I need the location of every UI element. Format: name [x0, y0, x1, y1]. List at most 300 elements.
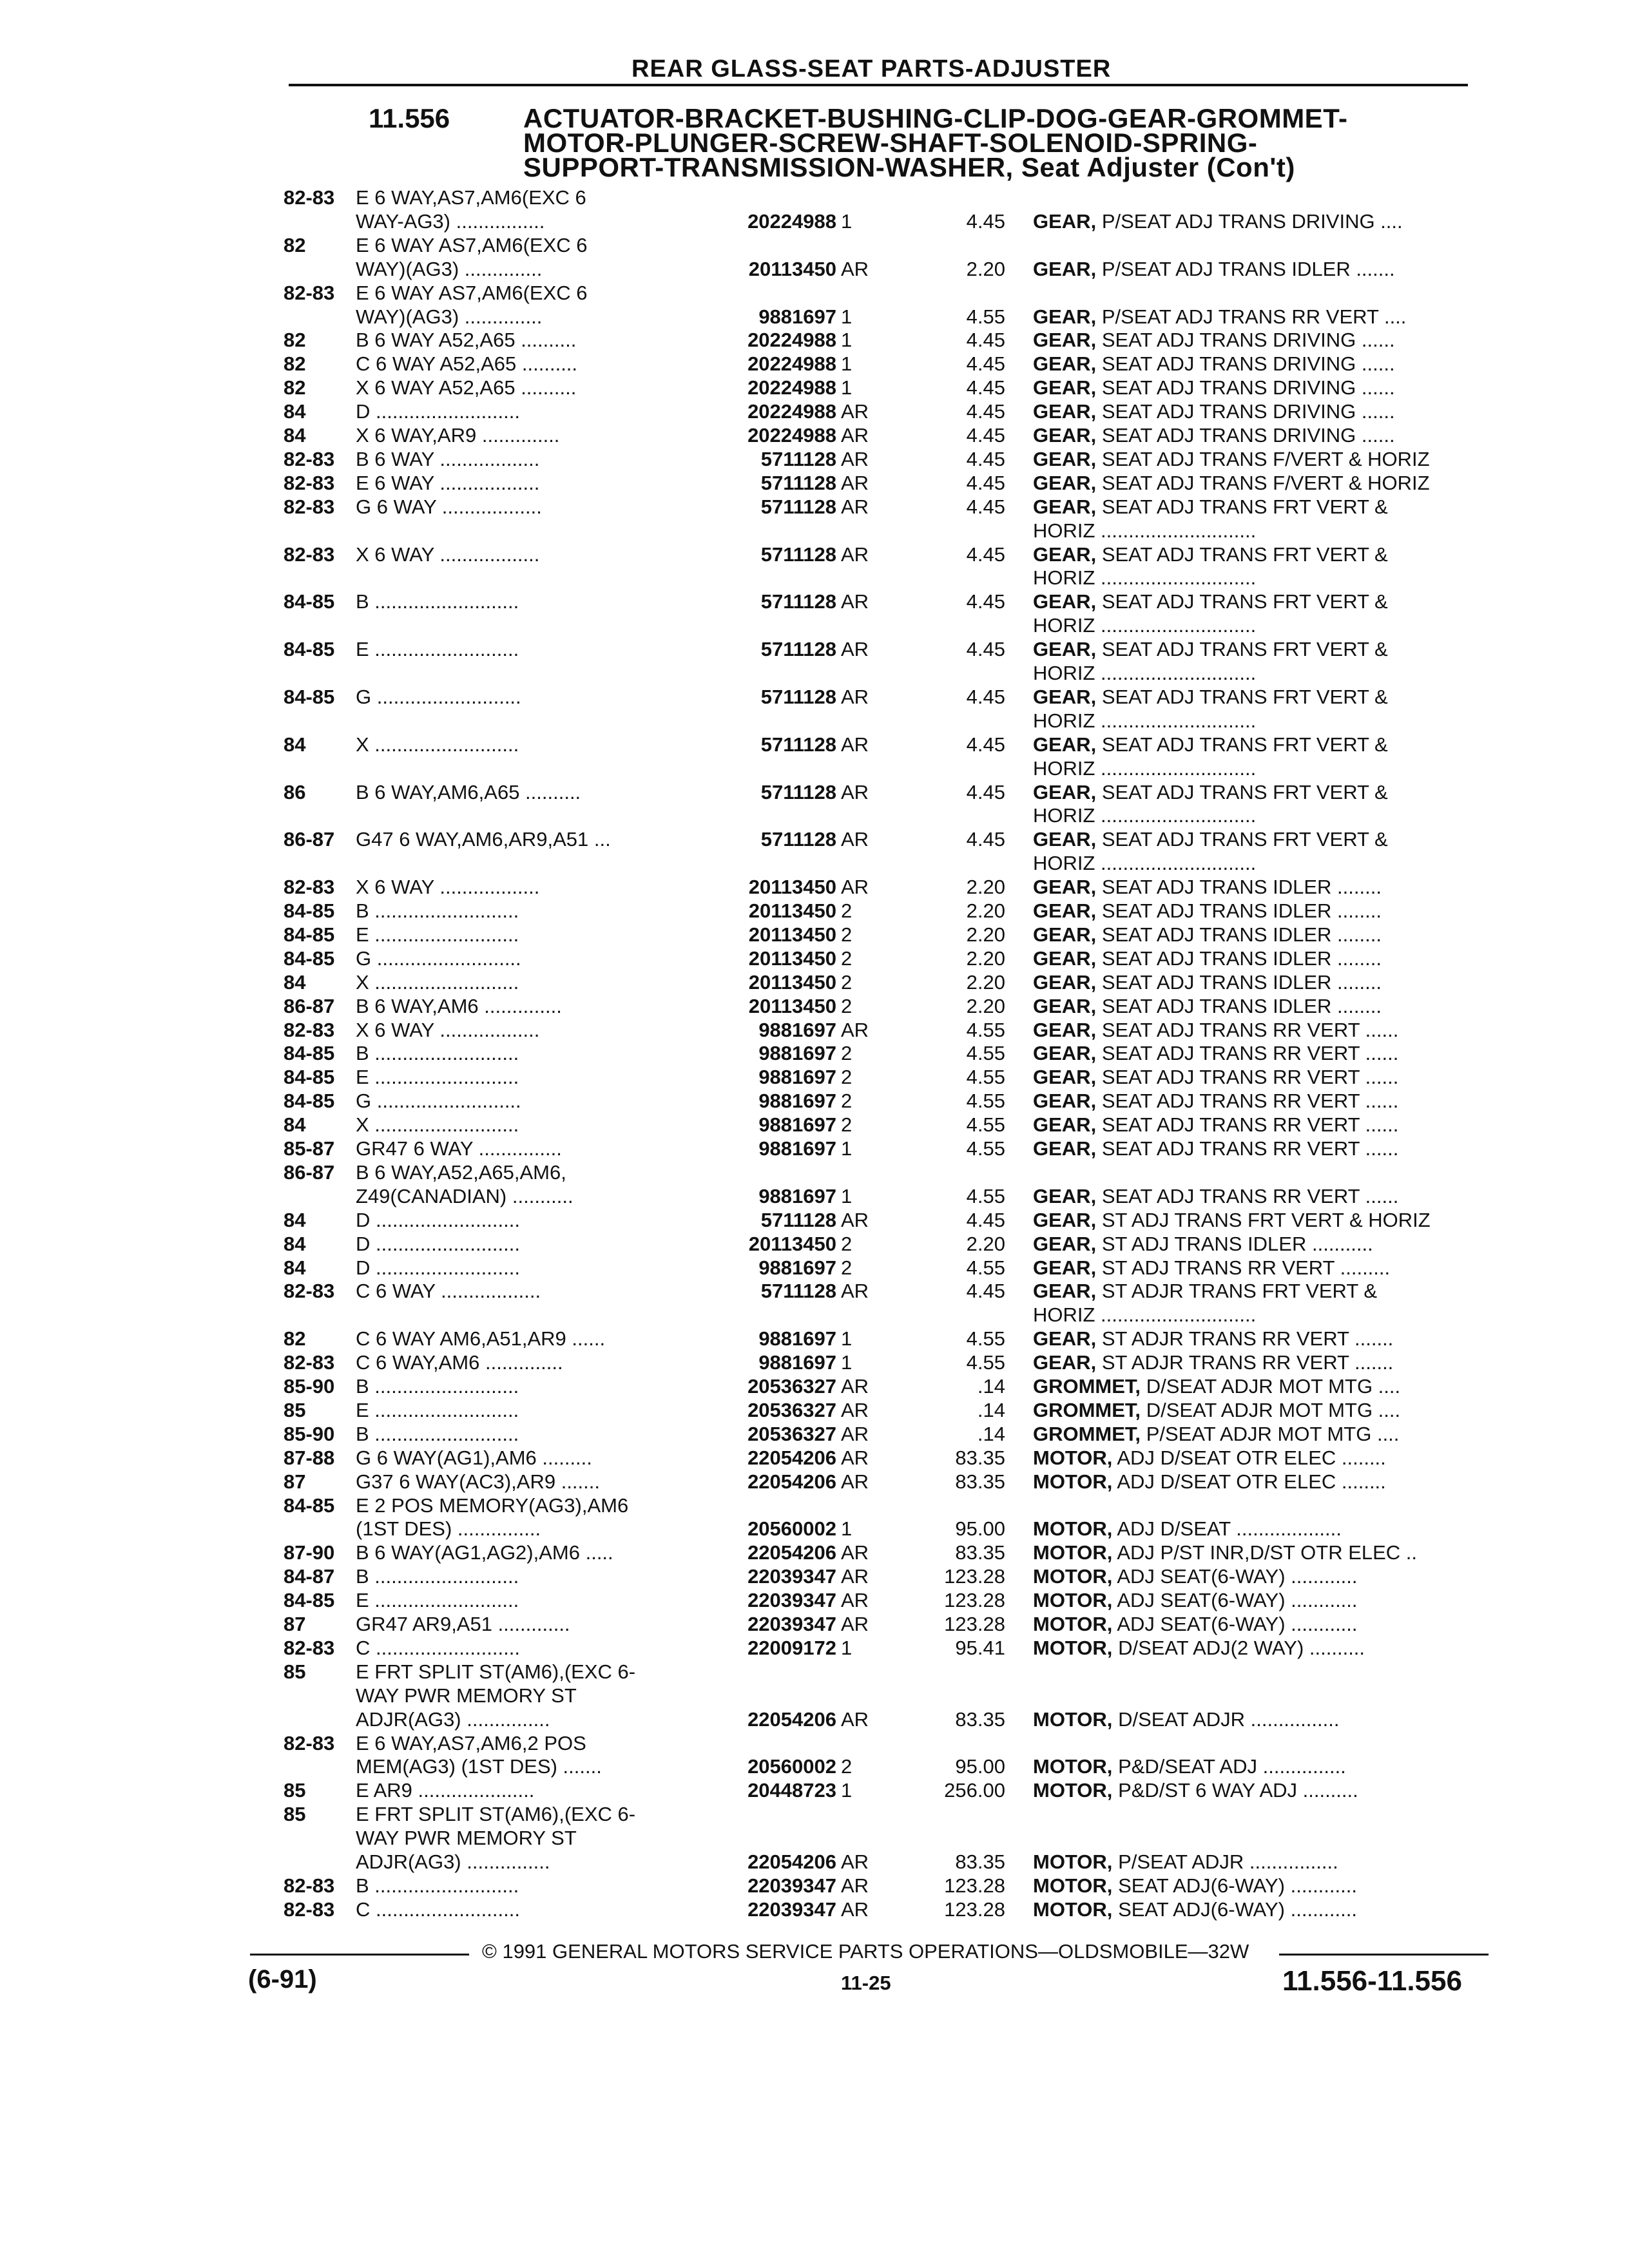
description-cell: [1033, 1850, 1497, 1874]
quantity-cell: AR: [841, 638, 869, 660]
description-cell: [1033, 899, 1497, 923]
application-cell: E FRT SPLIT ST(AM6),(EXC 6-: [356, 1803, 636, 1825]
price-cell: 4.45: [966, 376, 1005, 399]
table-row: [0, 1754, 1629, 1778]
application-cell: C 6 WAY AM6,A51,AR9 ......: [356, 1327, 606, 1350]
part-number-cell: 5711128: [760, 1280, 836, 1302]
price-cell: 2.20: [966, 923, 1005, 946]
price-cell: 4.45: [966, 828, 1005, 850]
description-noun: GEAR,: [1033, 305, 1097, 328]
application-cell: WAY PWR MEMORY ST: [356, 1684, 577, 1707]
price-cell: 4.45: [966, 686, 1005, 708]
year-cell: 82-83: [284, 876, 335, 898]
description-text: HORIZ ............................: [1033, 804, 1257, 827]
description-noun: GEAR,: [1033, 424, 1097, 447]
description-noun: MOTOR,: [1033, 1613, 1113, 1635]
part-number-cell: 5711128: [760, 543, 836, 566]
description-text: SEAT ADJ(6-WAY) ............: [1118, 1874, 1357, 1897]
description-noun: GEAR,: [1033, 1090, 1097, 1112]
price-cell: 2.20: [966, 899, 1005, 922]
part-number-cell: 20113450: [748, 258, 836, 280]
quantity-cell: AR: [841, 1209, 869, 1231]
table-row: [0, 543, 1629, 566]
description-text: P/SEAT ADJR MOT MTG ....: [1146, 1423, 1400, 1445]
price-cell: 4.55: [966, 1137, 1005, 1160]
price-cell: 83.35: [955, 1850, 1005, 1873]
description-noun: MOTOR,: [1033, 1898, 1113, 1921]
part-number-cell: 9881697: [758, 1019, 836, 1041]
description-cell: [1033, 1350, 1497, 1374]
table-row: [0, 733, 1629, 756]
quantity-cell: AR: [841, 828, 869, 850]
description-noun: GROMMET,: [1033, 1399, 1141, 1421]
application-cell: X ..........................: [356, 733, 519, 756]
part-number-cell: 9881697: [758, 1090, 836, 1112]
year-cell: 84-85: [284, 947, 335, 970]
description-noun: MOTOR,: [1033, 1850, 1113, 1873]
price-cell: 4.45: [966, 590, 1005, 613]
description-noun: GEAR,: [1033, 1042, 1097, 1064]
description-text: SEAT ADJ TRANS IDLER ........: [1101, 899, 1382, 922]
part-number-cell: 22054206: [747, 1446, 836, 1469]
description-text: SEAT ADJ TRANS RR VERT ......: [1101, 1137, 1399, 1160]
year-cell: 82: [284, 1327, 306, 1350]
description-cell: [1033, 637, 1497, 661]
application-cell: GR47 6 WAY ...............: [356, 1137, 562, 1160]
application-cell: E ..........................: [356, 923, 519, 946]
description-noun: GROMMET,: [1033, 1423, 1141, 1445]
application-cell: B 6 WAY(AG1,AG2),AM6 .....: [356, 1541, 613, 1564]
table-row: [0, 1517, 1629, 1541]
price-cell: 4.55: [966, 1019, 1005, 1041]
table-row: [0, 709, 1629, 733]
description-cell: [1033, 352, 1497, 376]
table-row: [0, 947, 1629, 970]
table-row: [0, 875, 1629, 899]
description-noun: GEAR,: [1033, 329, 1097, 351]
price-cell: 4.45: [966, 424, 1005, 447]
table-row: [0, 186, 1629, 209]
description-cell: [1033, 780, 1497, 804]
table-row: [0, 1541, 1629, 1564]
table-row: [0, 661, 1629, 685]
part-number-cell: 9881697: [758, 1066, 836, 1088]
description-noun: GEAR,: [1033, 1327, 1097, 1350]
application-cell: E 6 WAY AS7,AM6(EXC 6: [356, 234, 588, 256]
description-noun: GEAR,: [1033, 828, 1097, 850]
year-cell: 84: [284, 400, 306, 423]
table-row: [0, 233, 1629, 257]
description-cell: [1033, 851, 1497, 875]
price-cell: 4.55: [966, 1185, 1005, 1207]
description-text: SEAT ADJ(6-WAY) ............: [1118, 1898, 1357, 1921]
quantity-cell: AR: [841, 1446, 869, 1469]
description-cell: [1033, 1778, 1497, 1802]
description-cell: [1033, 399, 1497, 423]
application-cell: ADJR(AG3) ...............: [356, 1708, 550, 1731]
year-cell: 82-83: [284, 282, 335, 304]
price-cell: 4.55: [966, 1351, 1005, 1374]
part-number-cell: 5711128: [760, 495, 836, 518]
part-number-cell: 20113450: [748, 923, 836, 946]
description-noun: GEAR,: [1033, 1019, 1097, 1041]
year-cell: 84-85: [284, 1090, 335, 1112]
application-cell: E 6 WAY,AS7,AM6,2 POS: [356, 1732, 586, 1754]
table-row: [0, 1898, 1629, 1921]
part-number-cell: 20560002: [747, 1755, 836, 1778]
table-row: [0, 1874, 1629, 1898]
description-text: HORIZ ............................: [1033, 757, 1257, 780]
description-text: SEAT ADJ TRANS DRIVING ......: [1101, 400, 1395, 423]
description-cell: [1033, 1137, 1497, 1160]
description-noun: GEAR,: [1033, 1256, 1097, 1279]
part-number-cell: 5711128: [760, 1209, 836, 1231]
quantity-cell: AR: [841, 1019, 869, 1041]
price-cell: 83.35: [955, 1470, 1005, 1493]
year-cell: 84: [284, 733, 306, 756]
quantity-cell: 1: [841, 1779, 853, 1802]
table-row: [0, 1398, 1629, 1422]
application-cell: B ..........................: [356, 1042, 519, 1064]
application-cell: X ..........................: [356, 1113, 519, 1136]
quantity-cell: AR: [841, 1708, 869, 1731]
description-noun: GEAR,: [1033, 947, 1097, 970]
price-cell: 4.45: [966, 352, 1005, 375]
application-cell: G ..........................: [356, 1090, 521, 1112]
year-cell: 82-83: [284, 1732, 335, 1754]
quantity-cell: AR: [841, 1898, 869, 1921]
description-cell: [1033, 423, 1497, 447]
table-row: [0, 257, 1629, 281]
year-cell: 85: [284, 1399, 306, 1421]
description-cell: [1033, 1398, 1497, 1422]
description-noun: GEAR,: [1033, 590, 1097, 613]
price-cell: 4.55: [966, 1042, 1005, 1064]
quantity-cell: AR: [841, 1613, 869, 1635]
table-row: [0, 471, 1629, 495]
application-cell: D ..........................: [356, 1233, 520, 1255]
quantity-cell: 1: [841, 1185, 853, 1207]
price-cell: 95.00: [955, 1755, 1005, 1778]
table-row: [0, 1778, 1629, 1802]
quantity-cell: AR: [841, 424, 869, 447]
description-cell: [1033, 543, 1497, 566]
quantity-cell: AR: [841, 781, 869, 803]
table-row: [0, 1612, 1629, 1636]
year-cell: 86-87: [284, 828, 335, 850]
price-cell: 123.28: [944, 1613, 1005, 1635]
application-cell: (1ST DES) ...............: [356, 1517, 541, 1540]
price-cell: 2.20: [966, 995, 1005, 1017]
price-cell: 2.20: [966, 876, 1005, 898]
description-text: SEAT ADJ TRANS FRT VERT &: [1101, 686, 1388, 708]
description-cell: [1033, 827, 1497, 851]
application-cell: D ..........................: [356, 1256, 520, 1279]
table-row: [0, 1327, 1629, 1350]
table-row: [0, 994, 1629, 1018]
year-cell: 86-87: [284, 995, 335, 1017]
quantity-cell: AR: [841, 733, 869, 756]
description-cell: [1033, 923, 1497, 947]
table-row: [0, 352, 1629, 376]
description-text: SEAT ADJ TRANS FRT VERT &: [1101, 733, 1388, 756]
description-cell: [1033, 305, 1497, 329]
year-cell: 82: [284, 376, 306, 399]
year-cell: 84: [284, 971, 306, 994]
table-row: [0, 1636, 1629, 1660]
description-cell: [1033, 1184, 1497, 1208]
year-cell: 85: [284, 1660, 306, 1683]
part-number-cell: 5711128: [760, 448, 836, 470]
year-cell: 87: [284, 1613, 306, 1635]
application-cell: WAY)(AG3) ..............: [356, 305, 543, 328]
year-cell: 84-85: [284, 590, 335, 613]
table-row: [0, 1470, 1629, 1494]
price-cell: 4.55: [966, 1113, 1005, 1136]
quantity-cell: AR: [841, 686, 869, 708]
application-cell: E ..........................: [356, 638, 519, 660]
application-cell: X 6 WAY ..................: [356, 876, 540, 898]
part-number-cell: 22039347: [747, 1565, 836, 1588]
quantity-cell: 2: [841, 1755, 853, 1778]
description-cell: [1033, 495, 1497, 519]
application-cell: B ..........................: [356, 1423, 519, 1445]
part-number-cell: 20224988: [747, 424, 836, 447]
description-text: P&D/SEAT ADJ ...............: [1118, 1755, 1346, 1778]
price-cell: 83.35: [955, 1446, 1005, 1469]
part-number-cell: 9881697: [758, 1185, 836, 1207]
price-cell: 4.45: [966, 1280, 1005, 1302]
part-number-cell: 20113450: [748, 876, 836, 898]
quantity-cell: 2: [841, 1256, 853, 1279]
part-number-cell: 5711128: [760, 472, 836, 494]
table-row: [0, 780, 1629, 804]
description-cell: [1033, 1754, 1497, 1778]
quantity-cell: 2: [841, 1113, 853, 1136]
quantity-cell: AR: [841, 1423, 869, 1445]
part-number-cell: 22054206: [747, 1541, 836, 1564]
year-cell: 84-87: [284, 1565, 335, 1588]
description-noun: GEAR,: [1033, 1209, 1097, 1231]
table-row: [0, 756, 1629, 780]
description-noun: GEAR,: [1033, 638, 1097, 660]
year-cell: 84: [284, 1233, 306, 1255]
description-text: SEAT ADJ TRANS FRT VERT &: [1101, 781, 1388, 803]
description-text: ADJ SEAT(6-WAY) ............: [1117, 1613, 1358, 1635]
quantity-cell: AR: [841, 1850, 869, 1873]
description-noun: GEAR,: [1033, 1137, 1097, 1160]
application-cell: GR47 AR9,A51 .............: [356, 1613, 570, 1635]
part-number-cell: 9881697: [758, 1351, 836, 1374]
application-cell: B ..........................: [356, 590, 519, 613]
table-row: [0, 1707, 1629, 1731]
part-number-cell: 20224988: [747, 352, 836, 375]
description-cell: [1033, 209, 1497, 233]
application-cell: G ..........................: [356, 686, 521, 708]
part-number-cell: 5711128: [760, 733, 836, 756]
part-number-cell: 9881697: [758, 1256, 836, 1279]
year-cell: 87: [284, 1470, 306, 1493]
part-number-cell: 20113450: [748, 1233, 836, 1255]
description-cell: [1033, 1874, 1497, 1898]
table-row: [0, 851, 1629, 875]
quantity-cell: AR: [841, 1541, 869, 1564]
table-row: [0, 1279, 1629, 1303]
description-noun: GEAR,: [1033, 472, 1097, 494]
part-number-cell: 5711128: [760, 828, 836, 850]
description-noun: GEAR,: [1033, 733, 1097, 756]
quantity-cell: 2: [841, 995, 853, 1017]
footer-section-range: 11.556-11.556: [1282, 1965, 1462, 1997]
quantity-cell: 2: [841, 1090, 853, 1112]
part-number-cell: 20224988: [747, 400, 836, 423]
table-row: [0, 1446, 1629, 1470]
description-cell: [1033, 756, 1497, 780]
description-text: P&D/ST 6 WAY ADJ ..........: [1118, 1779, 1358, 1802]
year-cell: 82-83: [284, 186, 335, 209]
price-cell: 256.00: [944, 1779, 1005, 1802]
year-cell: 84: [284, 1113, 306, 1136]
section-title-line-2: MOTOR-PLUNGER-SCREW-SHAFT-SOLENOID-SPRING-: [523, 128, 1258, 158]
description-noun: GEAR,: [1033, 400, 1097, 423]
price-cell: 4.45: [966, 400, 1005, 423]
description-noun: GEAR,: [1033, 995, 1097, 1017]
application-cell: B 6 WAY,AM6,A65 ..........: [356, 781, 581, 803]
price-cell: .14: [977, 1423, 1005, 1445]
description-text: SEAT ADJ TRANS DRIVING ......: [1101, 424, 1395, 447]
year-cell: 84-85: [284, 1589, 335, 1611]
description-text: ST ADJ TRANS IDLER ...........: [1101, 1233, 1373, 1255]
part-number-cell: 20560002: [747, 1517, 836, 1540]
table-row: [0, 1137, 1629, 1160]
description-text: D/SEAT ADJR MOT MTG ....: [1146, 1399, 1401, 1421]
year-cell: 82-83: [284, 1351, 335, 1374]
application-cell: WAY PWR MEMORY ST: [356, 1827, 577, 1849]
application-cell: B ..........................: [356, 1565, 519, 1588]
description-cell: [1033, 376, 1497, 399]
table-row: [0, 637, 1629, 661]
description-noun: MOTOR,: [1033, 1779, 1113, 1802]
quantity-cell: AR: [841, 1280, 869, 1302]
table-row: [0, 613, 1629, 637]
table-row: [0, 519, 1629, 543]
description-text: HORIZ ............................: [1033, 662, 1257, 684]
part-number-cell: 22039347: [747, 1874, 836, 1897]
description-text: SEAT ADJ TRANS IDLER ........: [1101, 947, 1382, 970]
part-number-cell: 20536327: [747, 1399, 836, 1421]
description-noun: MOTOR,: [1033, 1517, 1113, 1540]
description-cell: [1033, 1256, 1497, 1280]
description-noun: GEAR,: [1033, 1280, 1097, 1302]
table-row: [0, 1041, 1629, 1065]
description-noun: MOTOR,: [1033, 1565, 1113, 1588]
price-cell: 4.55: [966, 305, 1005, 328]
application-cell: E 6 WAY AS7,AM6(EXC 6: [356, 282, 588, 304]
application-cell: E 6 WAY,AS7,AM6(EXC 6: [356, 186, 586, 209]
quantity-cell: AR: [841, 1874, 869, 1897]
description-cell: [1033, 994, 1497, 1018]
application-cell: E ..........................: [356, 1589, 519, 1611]
application-cell: WAY-AG3) ................: [356, 210, 545, 233]
description-noun: GEAR,: [1033, 923, 1097, 946]
part-number-cell: 22039347: [747, 1898, 836, 1921]
description-cell: [1033, 1279, 1497, 1303]
quantity-cell: 1: [841, 210, 853, 233]
table-row: [0, 1208, 1629, 1232]
description-noun: MOTOR,: [1033, 1589, 1113, 1611]
description-text: SEAT ADJ TRANS DRIVING ......: [1101, 376, 1395, 399]
description-cell: [1033, 947, 1497, 970]
description-text: SEAT ADJ TRANS IDLER ........: [1101, 995, 1382, 1017]
description-cell: [1033, 1517, 1497, 1541]
description-cell: [1033, 1303, 1497, 1327]
part-number-cell: 9881697: [758, 1113, 836, 1136]
description-cell: [1033, 970, 1497, 994]
price-cell: 4.45: [966, 781, 1005, 803]
table-row: [0, 1850, 1629, 1874]
application-cell: WAY)(AG3) ..............: [356, 258, 543, 280]
description-cell: [1033, 733, 1497, 756]
quantity-cell: AR: [841, 1589, 869, 1611]
application-cell: C 6 WAY,AM6 ..............: [356, 1351, 563, 1374]
table-row: [0, 923, 1629, 947]
description-text: HORIZ ............................: [1033, 709, 1257, 732]
description-text: HORIZ ............................: [1033, 852, 1257, 874]
description-cell: [1033, 1470, 1497, 1494]
quantity-cell: AR: [841, 590, 869, 613]
description-cell: [1033, 328, 1497, 352]
part-number-cell: 22054206: [747, 1470, 836, 1493]
table-row: [0, 423, 1629, 447]
year-cell: 82-83: [284, 1280, 335, 1302]
table-row: [0, 495, 1629, 519]
section-title-line-1: ACTUATOR-BRACKET-BUSHING-CLIP-DOG-GEAR-GROMMET-: [523, 103, 1348, 133]
table-row: [0, 1160, 1629, 1184]
price-cell: 2.20: [966, 1233, 1005, 1255]
application-cell: X 6 WAY ..................: [356, 1019, 540, 1041]
part-number-cell: 5711128: [760, 686, 836, 708]
description-text: SEAT ADJ TRANS RR VERT ......: [1101, 1066, 1399, 1088]
table-row: [0, 899, 1629, 923]
application-cell: D ..........................: [356, 1209, 520, 1231]
application-cell: B 6 WAY ..................: [356, 448, 540, 470]
description-text: SEAT ADJ TRANS FRT VERT &: [1101, 590, 1388, 613]
footer-date-code: (6-91): [248, 1965, 317, 1994]
description-cell: [1033, 1707, 1497, 1731]
description-cell: [1033, 685, 1497, 709]
part-number-cell: 22039347: [747, 1589, 836, 1611]
description-text: SEAT ADJ TRANS F/VERT & HORIZ: [1101, 472, 1430, 494]
application-cell: E ..........................: [356, 1066, 519, 1088]
price-cell: 4.45: [966, 448, 1005, 470]
price-cell: 83.35: [955, 1708, 1005, 1731]
description-text: SEAT ADJ TRANS DRIVING ......: [1101, 329, 1395, 351]
price-cell: 4.45: [966, 733, 1005, 756]
description-noun: GEAR,: [1033, 1351, 1097, 1374]
application-cell: B ..........................: [356, 899, 519, 922]
description-cell: [1033, 1327, 1497, 1350]
quantity-cell: 2: [841, 1042, 853, 1064]
price-cell: .14: [977, 1399, 1005, 1421]
description-text: SEAT ADJ TRANS F/VERT & HORIZ: [1101, 448, 1430, 470]
year-cell: 82-83: [284, 472, 335, 494]
part-number-cell: 22039347: [747, 1613, 836, 1635]
table-row: [0, 1350, 1629, 1374]
table-row: [0, 827, 1629, 851]
year-cell: 84: [284, 1256, 306, 1279]
part-number-cell: 20448723: [747, 1779, 836, 1802]
price-cell: 4.45: [966, 638, 1005, 660]
